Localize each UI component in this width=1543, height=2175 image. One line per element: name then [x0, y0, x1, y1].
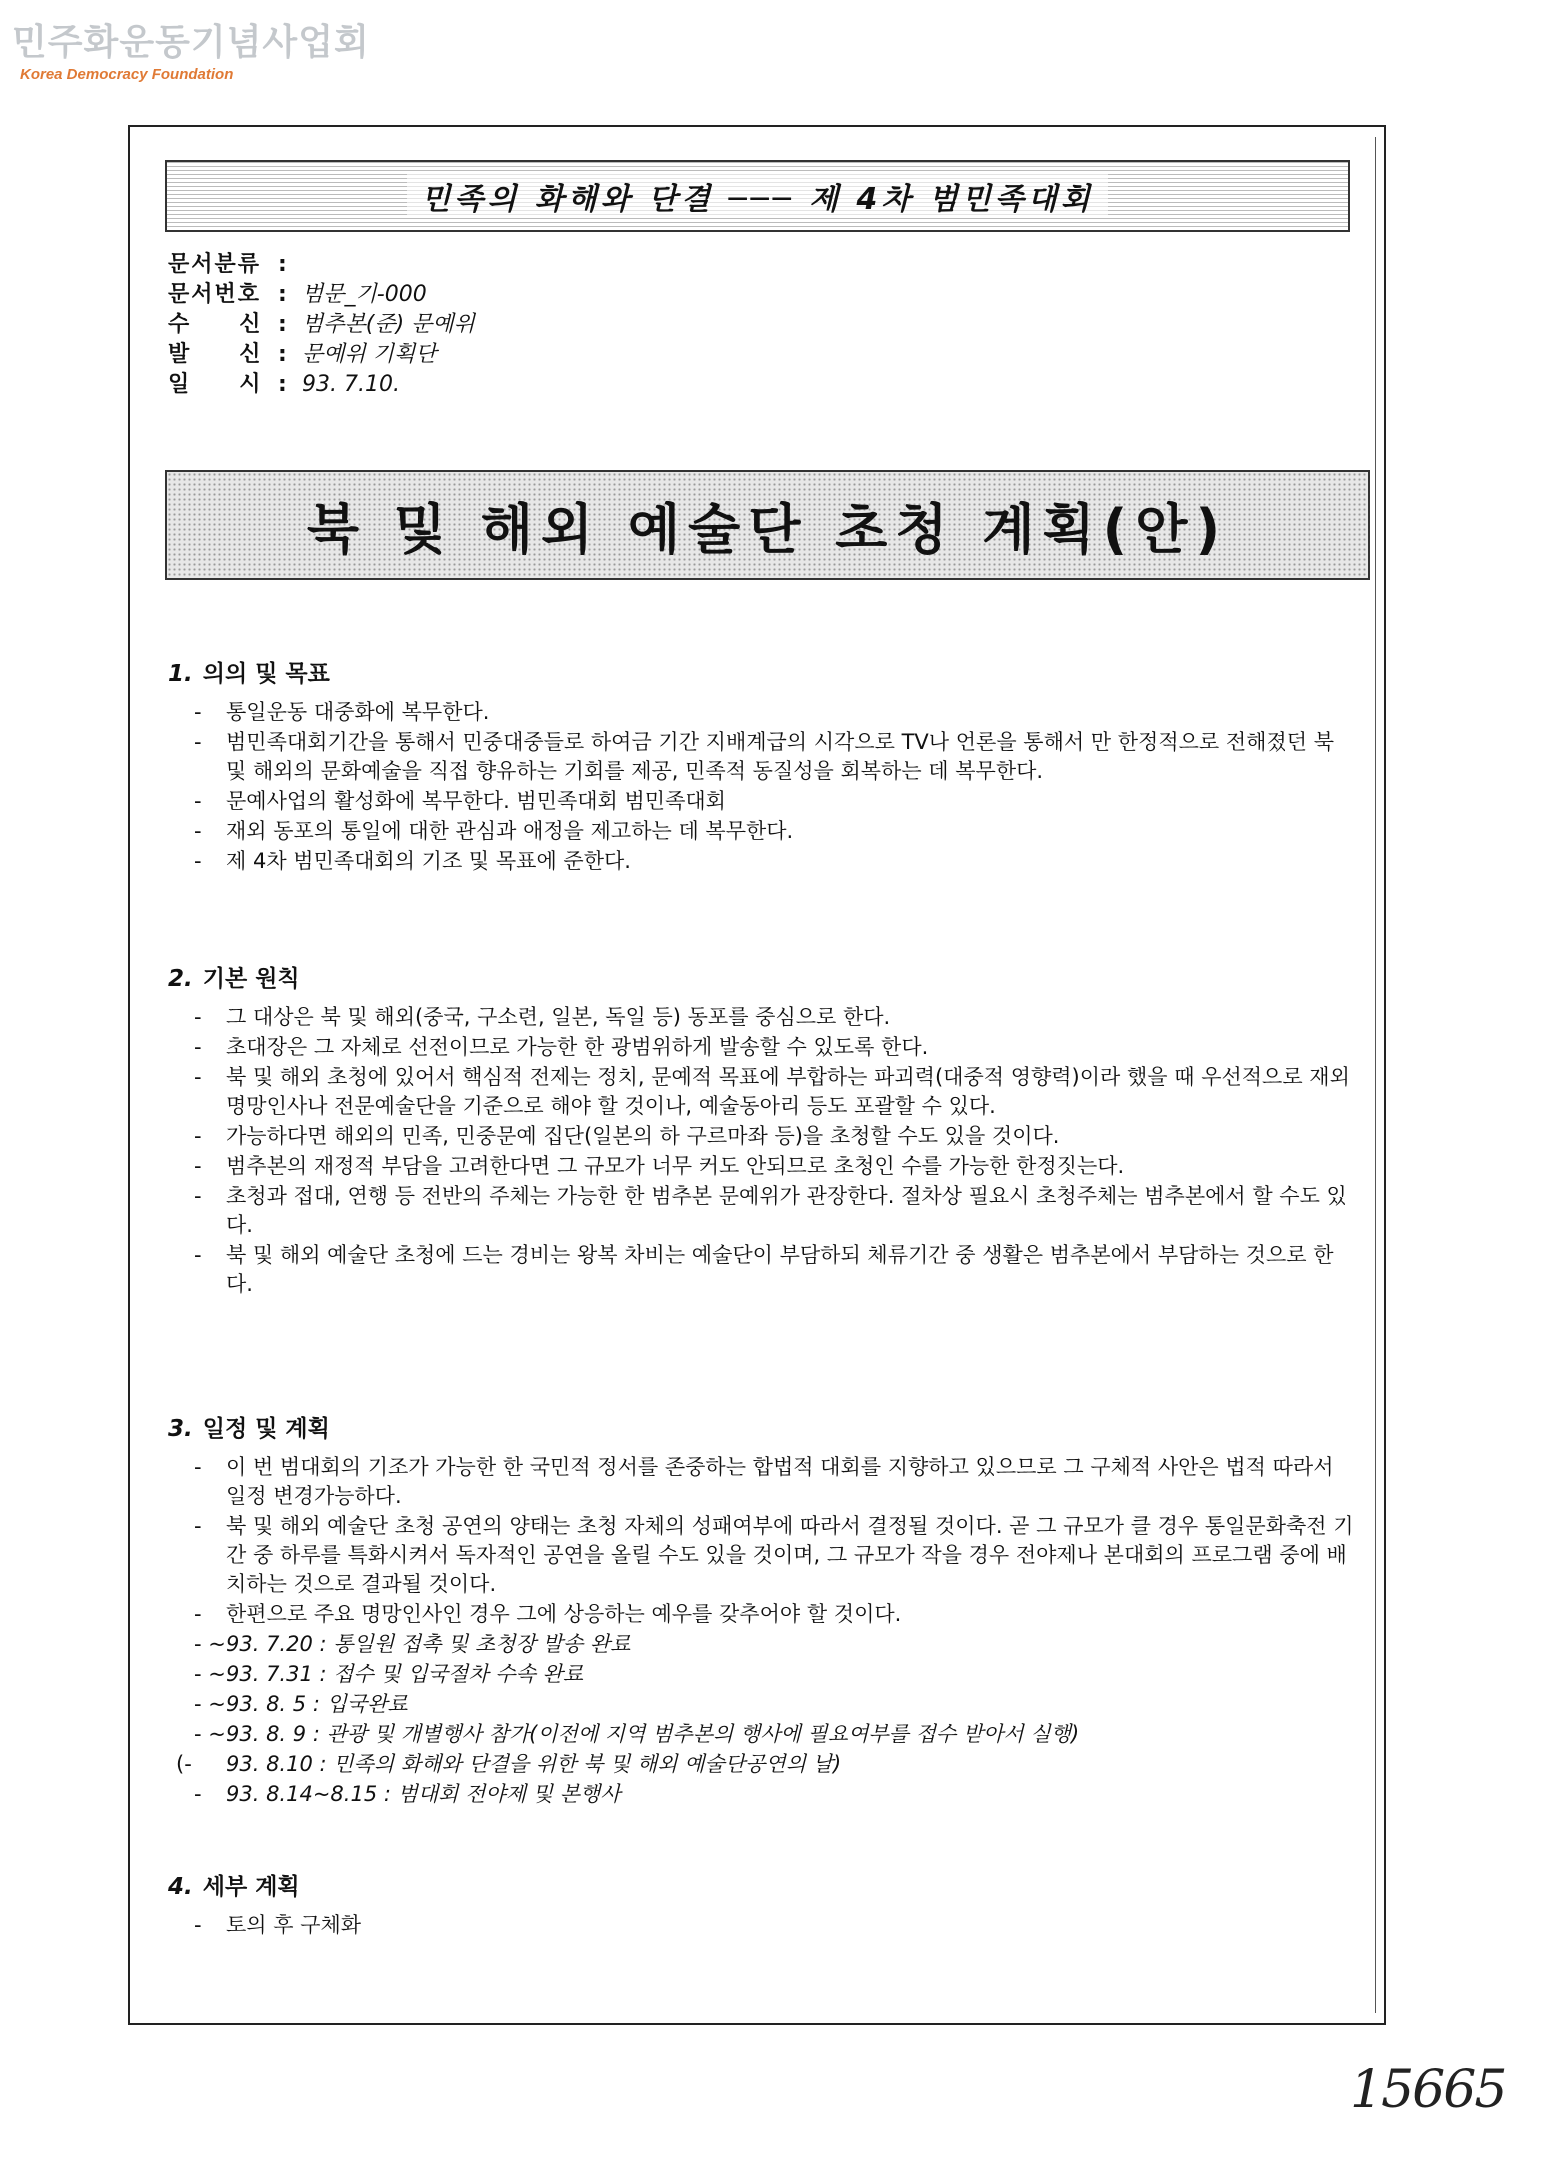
meta-value: 문예위 기획단 [302, 342, 437, 367]
item-dash: - [194, 849, 202, 873]
handwritten-page-number: 15665 [1350, 2060, 1506, 2120]
schedule-item [168, 1750, 1358, 1779]
watermark-korean: 민주화운동기념사업회 [12, 22, 370, 63]
list-item [168, 1182, 1358, 1240]
item-dash: - [194, 1455, 202, 1479]
item-text: 초청과 접대, 연행 등 전반의 주체는 가능한 한 범추본 문예위가 관장한다. 절차상 필요시 초청주체는 범추본에서 할 수도 있다. [226, 1184, 1347, 1237]
list-item [168, 1003, 1358, 1032]
list-item [168, 1152, 1358, 1181]
section-number: 1. [168, 661, 193, 687]
item-dash: - [194, 1065, 202, 1089]
meta-row [168, 370, 475, 400]
meta-value: 범추본(준) 문예위 [302, 312, 475, 337]
item-dash: - [194, 1184, 202, 1208]
section-heading [168, 1868, 1358, 1901]
header-banner-text: 민족의 화해와 단결 ─── 제 4차 범민족대회 [407, 174, 1107, 218]
meta-separator: : [278, 282, 287, 307]
meta-row [168, 310, 475, 340]
item-dash: - ~ [194, 1692, 226, 1716]
item-dash: - [194, 1913, 202, 1937]
meta-label: 문서분류 [168, 252, 262, 277]
meta-label: 발 신 [168, 342, 263, 367]
list-item [168, 1911, 1358, 1940]
item-text: 그 대상은 북 및 해외(중국, 구소련, 일본, 독일 등) 동포를 중심으로 한다. [226, 1005, 891, 1029]
item-text: 93. 8.10 : 민족의 화해와 단결을 위한 북 및 해외 예술단공연의 날) [226, 1752, 842, 1776]
list-item [168, 847, 1358, 876]
item-dash: - [194, 1005, 202, 1029]
list-item [168, 1512, 1358, 1599]
item-text: 한편으로 주요 명망인사인 경우 그에 상응하는 예우를 갖추어야 할 것이다. [226, 1602, 902, 1626]
item-text: 93. 7.31 : 접수 및 입국절차 수속 완료 [226, 1662, 584, 1686]
schedule-item [168, 1780, 1358, 1809]
item-dash: - ~ [194, 1662, 226, 1686]
list-item [168, 1063, 1358, 1121]
item-text: 재외 동포의 통일에 대한 관심과 애정을 제고하는 데 복무한다. [226, 819, 794, 843]
item-dash: - ~ [194, 1722, 226, 1746]
item-dash: - [194, 1124, 202, 1148]
item-text: 범민족대회기간을 통해서 민중대중들로 하여금 기간 지배계급의 시각으로 TV나 언론을 통해서 만 한정적으로 전해졌던 북 및 해외의 문화예술을 직접 향유하는 기회를 제공, 민족적 동질성을 회복하는 데 복무한다. [226, 730, 1334, 783]
meta-row [168, 250, 475, 280]
item-text: 93. 8. 5 : 입국완료 [226, 1692, 408, 1716]
item-dash: - ~ [194, 1632, 226, 1656]
section-number: 4. [168, 1874, 193, 1900]
schedule-item [168, 1660, 1358, 1689]
meta-label: 수 신 [168, 312, 263, 337]
section-heading [168, 1410, 1358, 1443]
item-dash: - [194, 730, 202, 754]
list-item [168, 787, 1358, 816]
item-text: 북 및 해외 초청에 있어서 핵심적 전제는 정치, 문예적 목표에 부합하는 파괴력(대중적 영향력)이라 했을 때 우선적으로 재외 명망인사나 전문예술단을 기준으로 해야 할 것이나, 예술동아리 등도 포괄할 수 있다. [226, 1065, 1350, 1118]
watermark-english: Korea Democracy Foundation [20, 66, 234, 83]
item-text: 범추본의 재정적 부담을 고려한다면 그 규모가 너무 커도 안되므로 초청인 수를 가능한 한정짓는다. [226, 1154, 1125, 1178]
item-text: 이 번 범대회의 기조가 가능한 한 국민적 정서를 존중하는 합법적 대회를 지향하고 있으므로 그 구체적 사안은 법적 따라서 일정 변경가능하다. [226, 1455, 1334, 1508]
section-title: 세부 계획 [202, 1874, 300, 1900]
item-dash: - [194, 1514, 202, 1538]
item-text: 토의 후 구체화 [226, 1913, 362, 1937]
meta-value: 93. 7.10. [302, 372, 400, 397]
document-metadata [168, 250, 475, 400]
item-dash: - [194, 819, 202, 843]
meta-row [168, 280, 475, 310]
item-dash: - [194, 1243, 202, 1267]
section-title: 기본 원칙 [202, 966, 300, 992]
meta-separator: : [278, 372, 287, 397]
item-text: 문예사업의 활성화에 복무한다. 범민족대회 범민족대회 [226, 789, 726, 813]
schedule-item [168, 1690, 1358, 1719]
meta-label: 일 시 [168, 372, 263, 397]
section-principles [168, 960, 1358, 1300]
item-dash: - [194, 1035, 202, 1059]
item-text: 가능하다면 해외의 민족, 민중문예 집단(일본의 하 구르마좌 등)을 초청할 수도 있을 것이다. [226, 1124, 1060, 1148]
list-item [168, 1122, 1358, 1151]
item-dash: - [194, 1154, 202, 1178]
item-dash: - [194, 700, 202, 724]
item-dash: - [194, 1602, 202, 1626]
item-text: 93. 7.20 : 통일원 접촉 및 초청장 발송 완료 [226, 1632, 631, 1656]
schedule-item [168, 1720, 1358, 1749]
list-item [168, 1241, 1358, 1299]
schedule-item [168, 1630, 1358, 1659]
meta-value: 범문_기-000 [302, 282, 427, 307]
section-title: 의의 및 목표 [202, 661, 330, 687]
meta-separator: : [278, 252, 287, 277]
item-dash: - [194, 789, 202, 813]
document-title-box [165, 470, 1370, 580]
list-item [168, 1600, 1358, 1629]
document-title: 북 및 해외 예술단 초청 계획(안) [306, 497, 1229, 561]
section-schedule [168, 1410, 1358, 1810]
item-text: 통일운동 대중화에 복무한다. [226, 700, 490, 724]
list-item [168, 1453, 1358, 1511]
frame-rule [1375, 137, 1376, 2013]
section-number: 2. [168, 966, 193, 992]
meta-label: 문서번호 [168, 282, 262, 307]
meta-separator: : [278, 342, 287, 367]
item-text: 북 및 해외 예술단 초청 공연의 양태는 초청 자체의 성패여부에 따라서 결정될 것이다. 곧 그 규모가 클 경우 통일문화축전 기간 중 하루를 특화시켜서 독자적인 공연을 올릴 수도 있을 것이며, 그 규모가 작을 경우 전야제나 본대회의 프로그램 중에 배치하는 것으로 결과될 것이다. [226, 1514, 1354, 1596]
list-item [168, 698, 1358, 727]
meta-separator: : [278, 312, 287, 337]
header-banner [165, 160, 1350, 232]
item-text: 93. 8.14~8.15 : 범대회 전야제 및 본행사 [226, 1782, 621, 1806]
meta-row [168, 340, 475, 370]
item-dash: - [194, 1782, 202, 1806]
item-dash: (- [176, 1752, 192, 1776]
section-heading [168, 655, 1358, 688]
list-item [168, 728, 1358, 786]
item-text: 제 4차 범민족대회의 기조 및 목표에 준한다. [226, 849, 631, 873]
item-text: 초대장은 그 자체로 선전이므로 가능한 한 광범위하게 발송할 수 있도록 한다. [226, 1035, 929, 1059]
section-title: 일정 및 계획 [202, 1416, 330, 1442]
item-text: 북 및 해외 예술단 초청에 드는 경비는 왕복 차비는 예술단이 부담하되 체류기간 중 생활은 범추본에서 부담하는 것으로 한다. [226, 1243, 1334, 1296]
section-heading [168, 960, 1358, 993]
section-purpose [168, 655, 1358, 877]
item-text: 93. 8. 9 : 관광 및 개별행사 참가(이전에 지역 범추본의 행사에 필요여부를 접수 받아서 실행) [226, 1722, 1080, 1746]
list-item [168, 817, 1358, 846]
section-details [168, 1868, 1358, 1941]
section-number: 3. [168, 1416, 193, 1442]
list-item [168, 1033, 1358, 1062]
